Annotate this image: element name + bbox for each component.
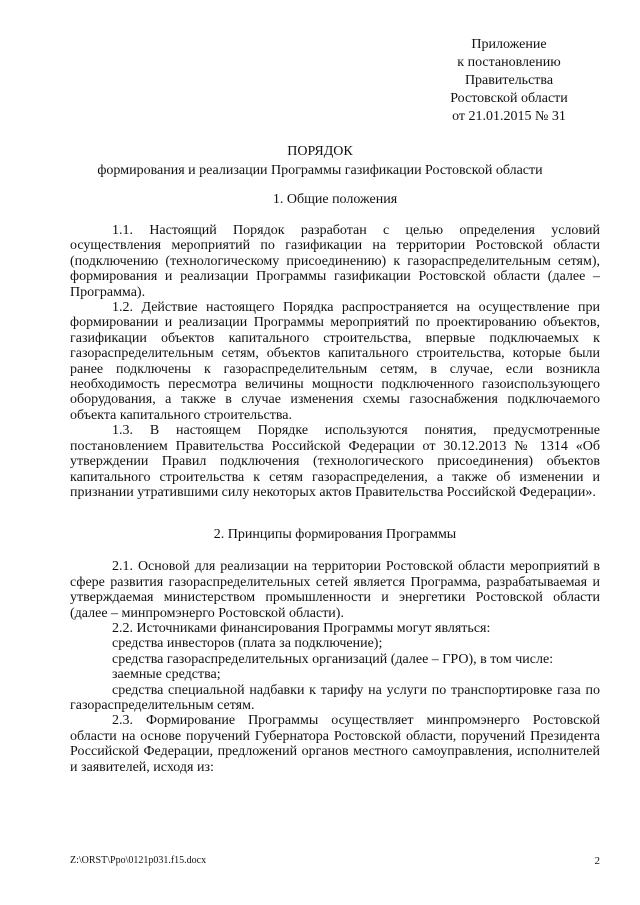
annex-line: Приложение [471, 37, 547, 52]
file-path: Z:\ORST\Ppo\0121p031.f15.docx [70, 855, 207, 866]
paragraph-2-2-a: средства инвесторов (плата за подключение); [112, 636, 383, 652]
paragraph-2-2-d: средства специальной надбавки к тарифу на услуги по транспортировке газа по газораспределительным сетям. [70, 682, 600, 713]
paragraph-2-2-b: средства газораспределительных организаций (далее – ГРО), в том числе: [112, 651, 554, 667]
title-subheading: формирования и реализации Программы газификации Ростовской области [97, 163, 543, 178]
annex-line: Правительства [464, 73, 554, 88]
annex-line: Ростовской области [450, 91, 568, 106]
document-body [70, 190, 600, 775]
paragraph-1-2: 1.2. Действие настоящего Порядка распространяется на осуществление при формировании и реализации Программы мероприятий по проектированию объектов, газификации объектов капитального строительства, впервые подключаемых к газораспределительным сетям, объектов капитального строительства, которые были ранее подключены к газораспределительным сетям, в случае, если возникла необходимость пересмотра величины мощности подключенного газоиспользующего оборудования, а также в случае изменения схемы газоснабжения подключаемого объекта капитального строительства. [70, 300, 600, 423]
paragraph-1-3: 1.3. В настоящем Порядке используются понятия, предусмотренные постановлением Правительства Российской Федерации от 30.12.2013 № 1314 «Об утверждении Правил подключения (технологического присоединения) объектов капитального строительства к сетям газораспределения, а также об изменении и признании утратившими силу некоторых актов Правительства Российской Федерации». [70, 423, 600, 500]
page-number: 2 [594, 855, 600, 867]
annex-line: от 21.01.2015 № 31 [452, 109, 566, 124]
paragraph-2-2-c: заемные средства; [112, 667, 221, 683]
paragraph-1-1: 1.1. Настоящий Порядок разработан с целью определения условий осуществления мероприятий по газификации на территории Ростовской области (подключению (технологическому присоединению) к газораспределительным сетям), формирования и реализации Программы газификации Ростовской области (далее – Программа). [70, 223, 600, 300]
section-1-heading: 1. Общие положения [272, 192, 398, 207]
paragraph-2-2: 2.2. Источниками финансирования Программы могут являться: [112, 620, 491, 636]
annex-line: к постановлению [457, 55, 561, 70]
document-title [0, 142, 640, 180]
title-heading: ПОРЯДОК [287, 144, 353, 159]
section-2-heading: 2. Принципы формирования Программы [213, 527, 457, 543]
annex-block [424, 36, 594, 126]
paragraph-2-1: 2.1. Основой для реализации на территории Ростовской области мероприятий в сфере развития газораспределительных сетей является Программа, разрабатываемая и утверждаемая министерством промышленности и энергетики Ростовской области (далее – минпромэнерго Ростовской области). [70, 559, 600, 621]
paragraph-2-3: 2.3. Формирование Программы осуществляет минпромэнерго Ростовской области на основе поручений Губернатора Ростовской области, поручений Президента Российской Федерации, предложений органов местного самоуправления, исполнителей и заявителей, исходя из: [70, 713, 600, 775]
